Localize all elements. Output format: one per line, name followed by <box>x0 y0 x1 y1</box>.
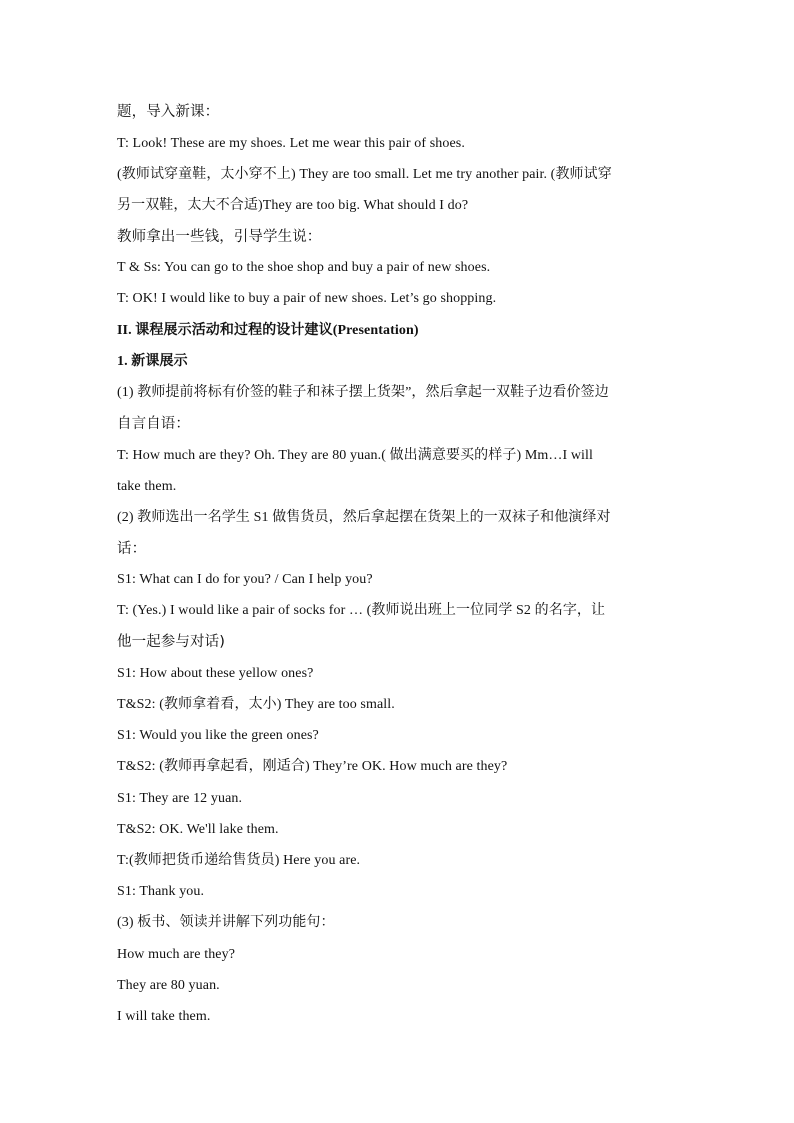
text-line: 话： <box>117 541 147 557</box>
text-line: (2) 教师选出一名学生 S1 做售货员，然后拿起摆在货架上的一双袜子和他演绎对 <box>117 510 611 525</box>
text-line: (1) 教师提前将标有价签的鞋子和袜子摆上货架”，然后拿起一双鞋子边看价签边 <box>117 385 609 400</box>
text-line: (教师试穿童鞋，太小穿不上) They are too small. Let me try another pair. (教师试穿 <box>117 167 612 182</box>
text-line: S1: Would you like the green ones? <box>117 728 319 743</box>
text-line: 他一起参与对话) <box>117 634 225 650</box>
text-line: T & Ss: You can go to the shoe shop and buy a pair of new shoes. <box>117 260 491 275</box>
text-line: They are 80 yuan. <box>117 978 220 993</box>
text-line: I will take them. <box>117 1009 211 1024</box>
text-line: T: How much are they? Oh. They are 80 yuan.( 做出满意要买的样子) Mm…I will <box>117 448 594 463</box>
text-line: How much are they? <box>117 947 236 962</box>
text-line: T: OK! I would like to buy a pair of new shoes. Let’s go shopping. <box>117 291 497 306</box>
subsection-heading: 1. 新课展示 <box>117 354 188 369</box>
text-line: T:(教师把货币递给售货员) Here you are. <box>117 853 361 868</box>
text-line: T: (Yes.) I would like a pair of socks for … (教师说出班上一位同学 S2 的名字，让 <box>117 603 606 618</box>
text-line: S1: How about these yellow ones? <box>117 666 314 681</box>
text-line: T&S2: OK. We'll lake them. <box>117 822 279 837</box>
text-line: T&S2: (教师拿着看，太小) They are too small. <box>117 697 395 712</box>
text-line: 题，导入新课： <box>117 104 220 120</box>
text-line: S1: Thank you. <box>117 884 205 899</box>
text-line: 教师拿出一些钱，引导学生说： <box>117 229 322 245</box>
text-line: S1: They are 12 yuan. <box>117 791 243 806</box>
section-heading: II. 课程展示活动和过程的设计建议(Presentation) <box>117 323 419 338</box>
text-line: T: Look! These are my shoes. Let me wear this pair of shoes. <box>117 136 465 151</box>
text-line: S1: What can I do for you? / Can I help you? <box>117 572 373 587</box>
text-line: take them. <box>117 479 177 494</box>
text-line: (3) 板书、领读并讲解下列功能句： <box>117 915 335 930</box>
text-line: 自言自语： <box>117 416 190 432</box>
text-line: T&S2: (教师再拿起看，刚适合) They’re OK. How much are they? <box>117 759 508 774</box>
text-line: 另一双鞋，太大不合适)They are too big. What should I do? <box>117 198 469 213</box>
